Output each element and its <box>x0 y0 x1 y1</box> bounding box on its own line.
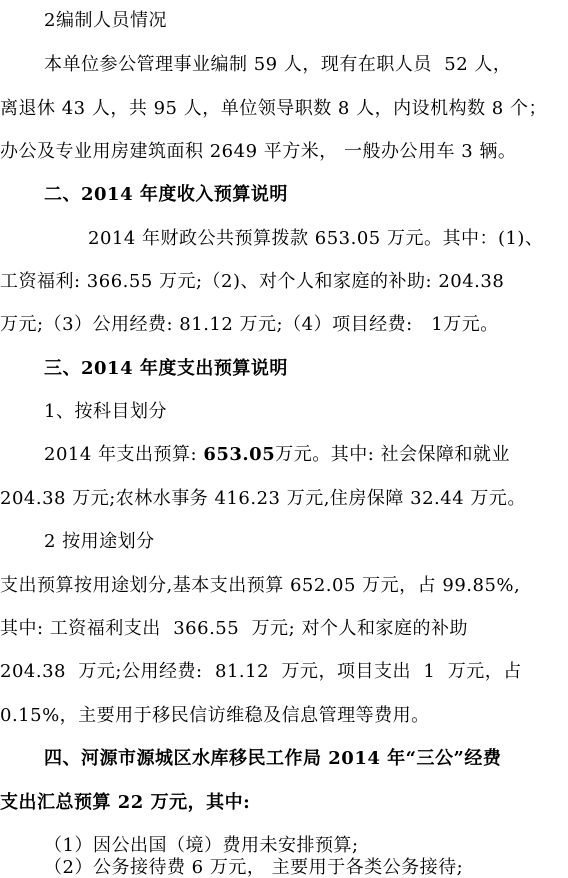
income-para-line-3: 万元;（3）公用经费: 81.12 万元;（4）项目经费: 1万元。 <box>0 314 499 335</box>
staff-para-line-2: 离退休 43 人，共 95 人，单位领导职数 8 人，内设机构数 8 个； <box>0 98 547 119</box>
by-usage-para-line-1: 支出预算按用途划分,基本支出预算 652.05 万元，占 99.85%, <box>0 575 521 596</box>
income-para-line-2: 工资福利: 366.55 万元;（2)、对个人和家庭的补助: 204.38 <box>0 271 505 292</box>
by-usage-para-line-4: 0.15%，主要用于移民信访维稳及信息管理等费用。 <box>0 705 430 726</box>
three-public-item-2: （2）公务接待费 6 万元， 主要用于各类公务接待; <box>44 857 464 878</box>
by-subject-heading: 1、按科目划分 <box>44 401 167 422</box>
expense-heading: 三、2014 年度支出预算说明 <box>44 358 288 379</box>
by-subject-para-line-2: 204.38 万元;农林水事务 416.23 万元,住房保障 32.44 万元。 <box>0 488 526 509</box>
by-subject-amount: 653.05 <box>203 444 276 465</box>
staff-para-line-3: 办公及专业用房建筑面积 2649 平方米， 一般办公用车 3 辆。 <box>0 141 517 162</box>
section-staff-heading: 2编制人员情况 <box>44 10 167 31</box>
income-para-line-1: 2014 年财政公共预算拨款 653.05 万元。其中：(1)、 <box>88 228 544 249</box>
income-heading: 二、2014 年度收入预算说明 <box>44 184 288 205</box>
by-usage-para-line-3: 204.38 万元;公用经费: 81.12 万元，项目支出 1 万元，占 <box>0 661 522 682</box>
by-subject-prefix: 2014 年支出预算: <box>44 444 204 465</box>
three-public-heading-line-1: 四、河源市源城区水库移民工作局 2014 年“三公”经费 <box>44 748 502 769</box>
staff-para-line-1: 本单位参公管理事业编制 59 人，现有在职人员 52 人， <box>44 54 512 75</box>
three-public-item-1: （1）因公出国（境）费用未安排预算; <box>44 835 359 856</box>
by-subject-para-line-1 <box>44 443 510 467</box>
by-usage-heading: 2 按用途划分 <box>44 531 155 552</box>
three-public-heading-line-2: 支出汇总预算 22 万元，其中: <box>0 792 251 813</box>
by-usage-para-line-2: 其中: 工资福利支出 366.55 万元; 对个人和家庭的补助 <box>0 618 468 639</box>
by-subject-suffix: 万元。其中: 社会保障和就业 <box>275 444 511 465</box>
